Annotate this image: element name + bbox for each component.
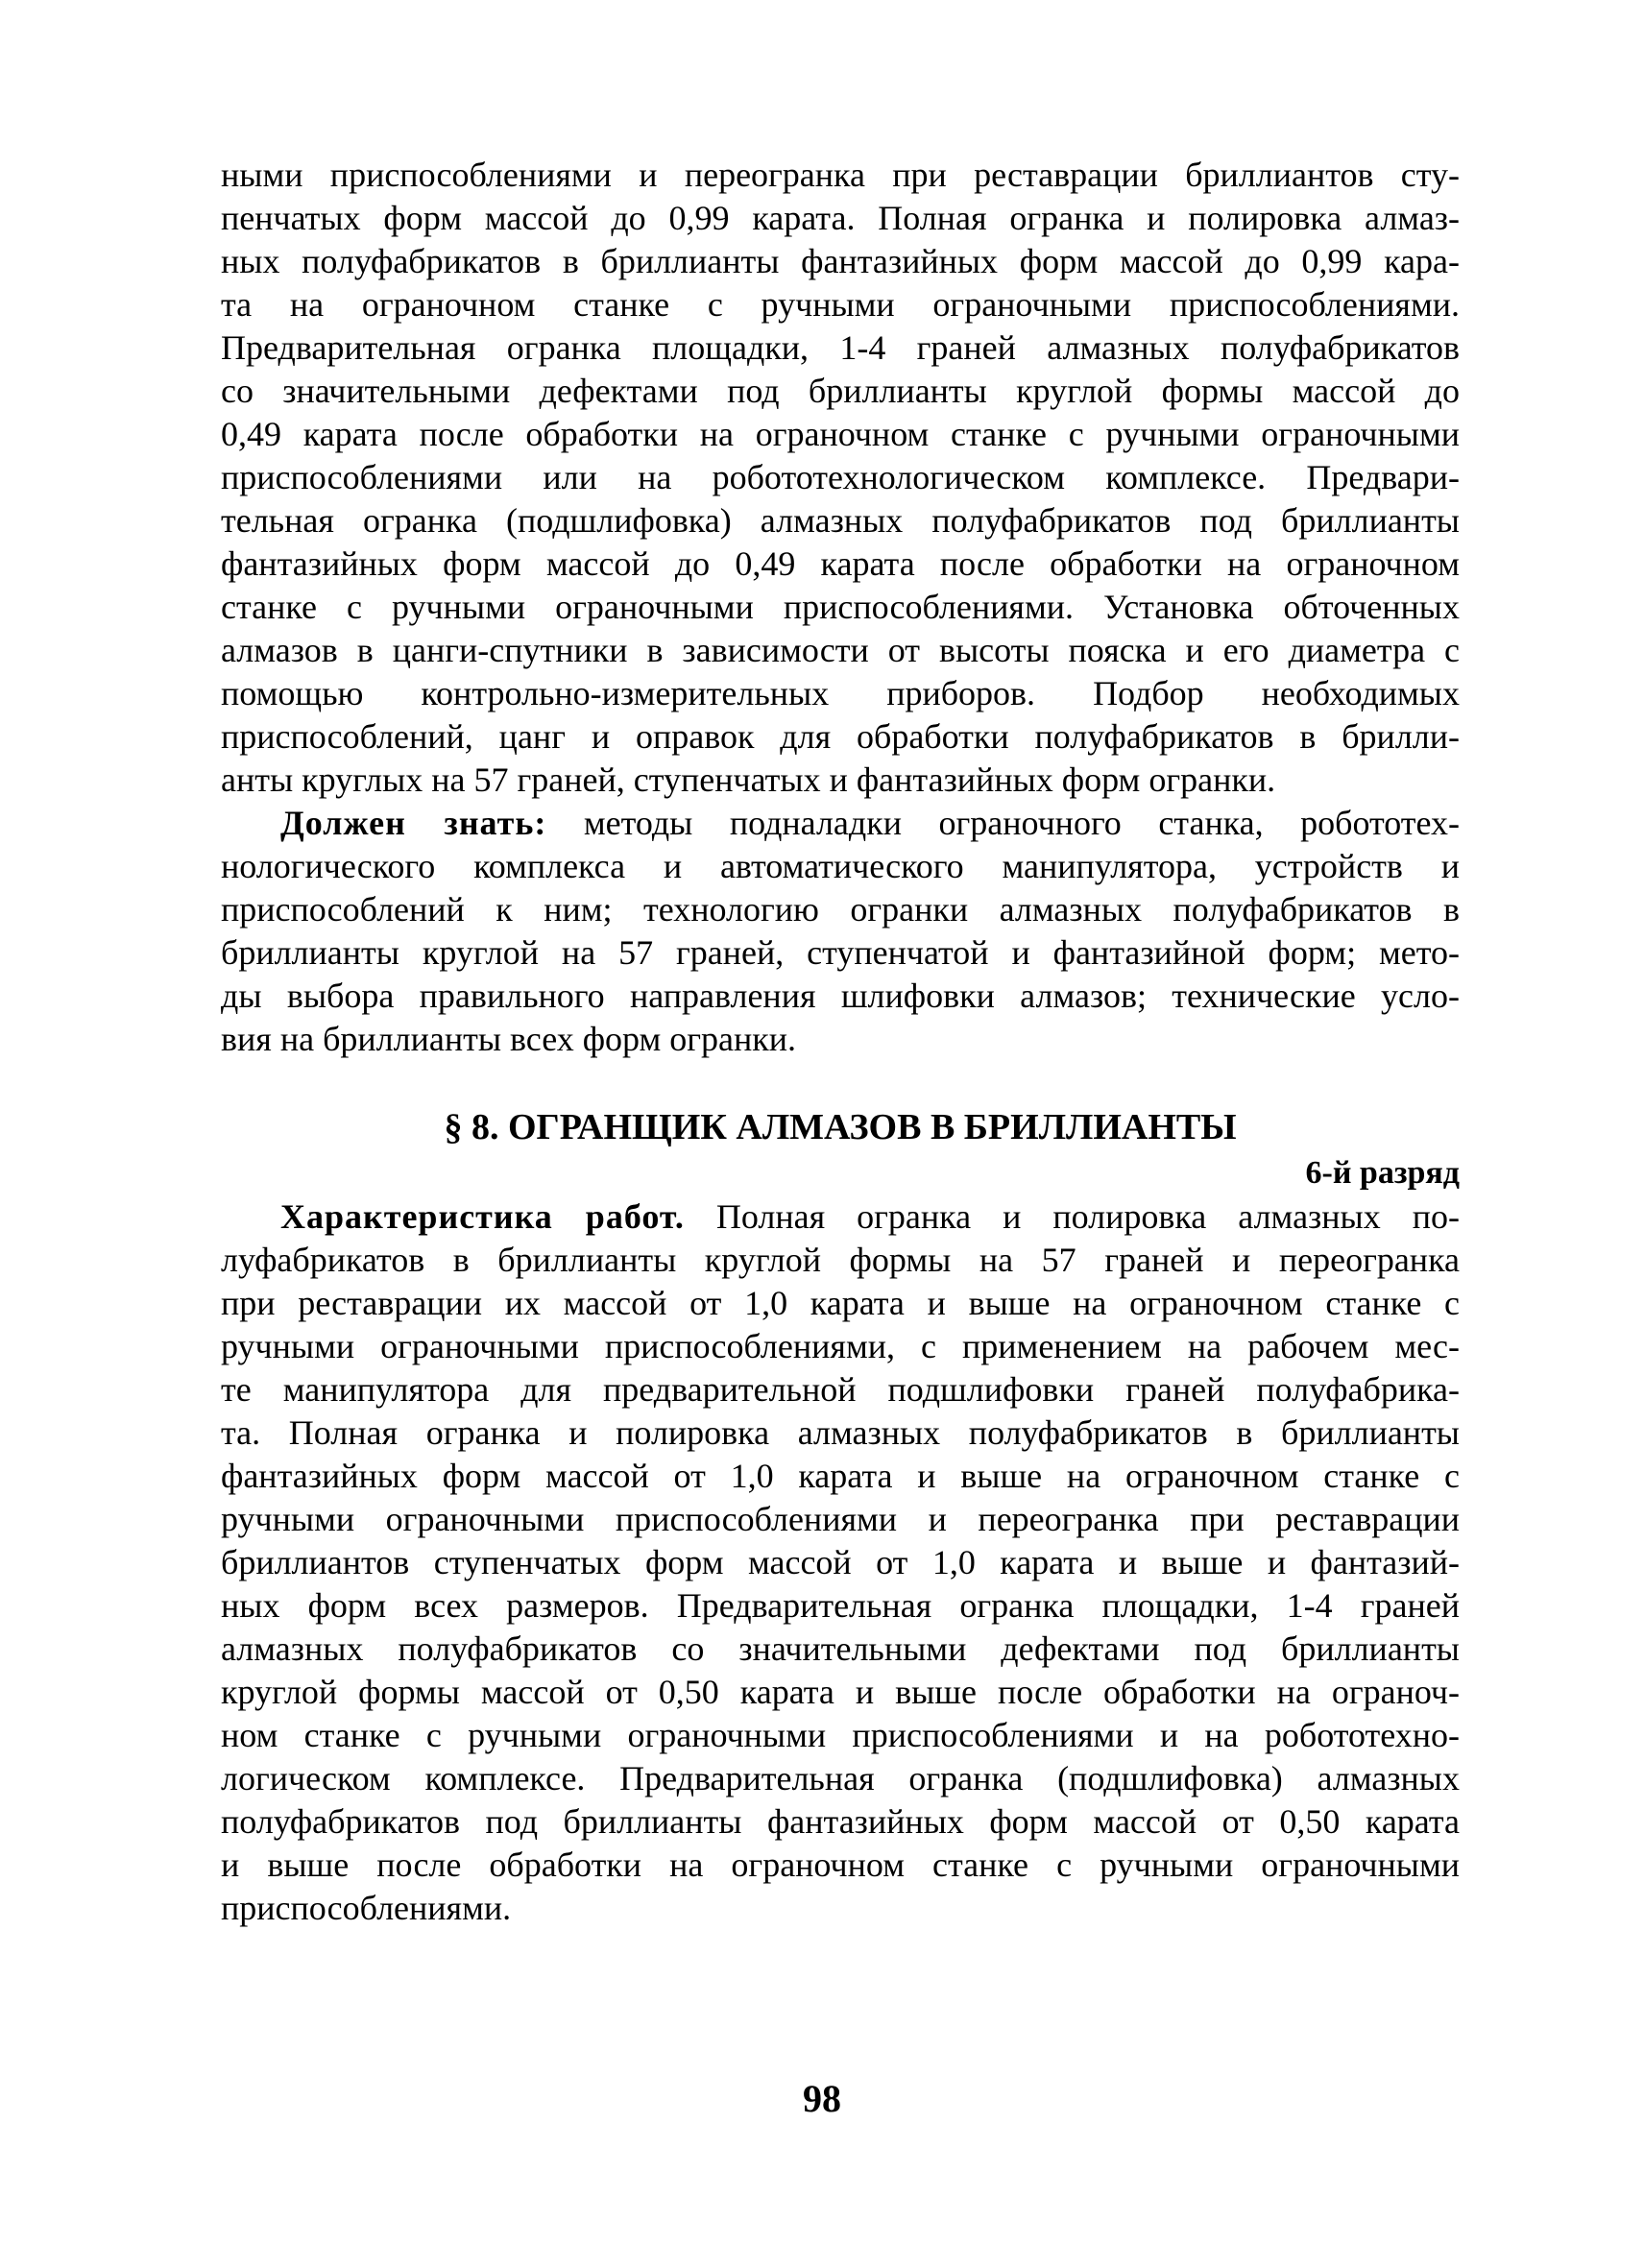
text-line-rest: Полная огранка и полировка алмазных по- xyxy=(684,1197,1460,1236)
section-title: § 8. ОГРАНЩИК АЛМАЗОВ В БРИЛЛИАНТЫ xyxy=(444,1107,1237,1147)
grade-label: 6-й разряд xyxy=(1305,1155,1460,1191)
text-line: Предварительная огранка площадки, 1-4 граней алмазных полуфабрикатов xyxy=(221,328,1460,367)
text-line: тельная огранка (подшлифовка) алмазных полуфабрикатов под бриллианты xyxy=(221,501,1460,540)
text-line: бриллианты круглой на 57 граней, ступенчатой и фантазийной форм; мето- xyxy=(221,933,1460,972)
text-line: анты круглых на 57 граней, ступенчатых и фантазийных форм огранки. xyxy=(221,760,1276,799)
text-line: фантазийных форм массой до 0,49 карата после обработки на ограночном xyxy=(221,544,1460,583)
text-line: ручными ограночными приспособлениями, с применением на рабочем мес- xyxy=(221,1327,1460,1365)
text-line: та на ограночном станке с ручными ограночными приспособлениями. xyxy=(221,285,1460,324)
text-line: ными приспособлениями и переогранка при реставрации бриллиантов сту- xyxy=(221,156,1460,194)
paragraph-lead: Должен знать: xyxy=(280,804,547,842)
text-line: приспособлениями или на робототехнологическом комплексе. Предвари- xyxy=(221,458,1460,496)
text-line: приспособлениями. xyxy=(221,1889,512,1927)
text-line: те манипулятора для предварительной подшлифовки граней полуфабрика- xyxy=(221,1370,1460,1409)
paragraph-work-characteristics xyxy=(221,1195,1460,1930)
text-line: логическом комплексе. Предварительная огранка (подшлифовка) алмазных xyxy=(221,1759,1460,1798)
text-line: луфабрикатов в бриллианты круглой формы на 57 граней и переогранка xyxy=(221,1241,1460,1279)
paragraph-must-know xyxy=(221,802,1460,1061)
text-line: ды выбора правильного направления шлифовки алмазов; технические усло- xyxy=(221,977,1460,1015)
text-line: при реставрации их массой от 1,0 карата и выше на ограночном станке с xyxy=(221,1284,1460,1322)
text-line: бриллиантов ступенчатых форм массой от 1,0 карата и выше и фантазий- xyxy=(221,1543,1460,1581)
text-line xyxy=(221,1195,1460,1239)
paragraph-continued-duties xyxy=(221,154,1460,802)
text-line-rest: методы подналадки ограночного станка, робототех- xyxy=(546,804,1460,842)
text-line: и выше после обработки на ограночном станке с ручными ограночными xyxy=(221,1846,1460,1884)
text-line: приспособлений, цанг и оправок для обработки полуфабрикатов в брилли- xyxy=(221,717,1460,756)
text-line: пенчатых форм массой до 0,99 карата. Полная огранка и полировка алмаз- xyxy=(221,199,1460,237)
page-number: 98 xyxy=(803,2077,841,2120)
text-line: полуфабрикатов под бриллианты фантазийных форм массой от 0,50 карата xyxy=(221,1802,1460,1841)
text-line: алмазных полуфабрикатов со значительными дефектами под бриллианты xyxy=(221,1629,1460,1668)
text-line xyxy=(221,802,1460,845)
text-line: круглой формы массой от 0,50 карата и выше после обработки на ограноч- xyxy=(221,1673,1460,1711)
text-line: ных полуфабрикатов в бриллианты фантазийных форм массой до 0,99 кара- xyxy=(221,242,1460,280)
text-line: вия на бриллианты всех форм огранки. xyxy=(221,1020,797,1058)
text-line: фантазийных форм массой от 1,0 карата и выше на ограночном станке с xyxy=(221,1457,1460,1495)
text-line: помощью контрольно-измерительных приборов. Подбор необходимых xyxy=(221,674,1460,712)
text-line: ном станке с ручными ограночными приспособлениями и на робототехно- xyxy=(221,1716,1460,1754)
text-line: та. Полная огранка и полировка алмазных полуфабрикатов в бриллианты xyxy=(221,1413,1460,1452)
text-line: со значительными дефектами под бриллианты круглой формы массой до xyxy=(221,372,1460,410)
text-line: станке с ручными ограночными приспособлениями. Установка обточенных xyxy=(221,588,1460,626)
text-line: ручными ограночными приспособлениями и переогранка при реставрации xyxy=(221,1500,1460,1538)
text-line: 0,49 карата после обработки на ограночном станке с ручными ограночными xyxy=(221,415,1460,453)
text-line: приспособлений к ним; технологию огранки алмазных полуфабрикатов в xyxy=(221,890,1460,929)
text-line: ных форм всех размеров. Предварительная огранка площадки, 1-4 граней xyxy=(221,1586,1460,1625)
text-line: алмазов в цанги-спутники в зависимости от высоты пояска и его диаметра с xyxy=(221,631,1460,669)
text-line: нологического комплекса и автоматического манипулятора, устройств и xyxy=(221,847,1460,885)
paragraph-lead: Характеристика работ. xyxy=(280,1197,685,1236)
